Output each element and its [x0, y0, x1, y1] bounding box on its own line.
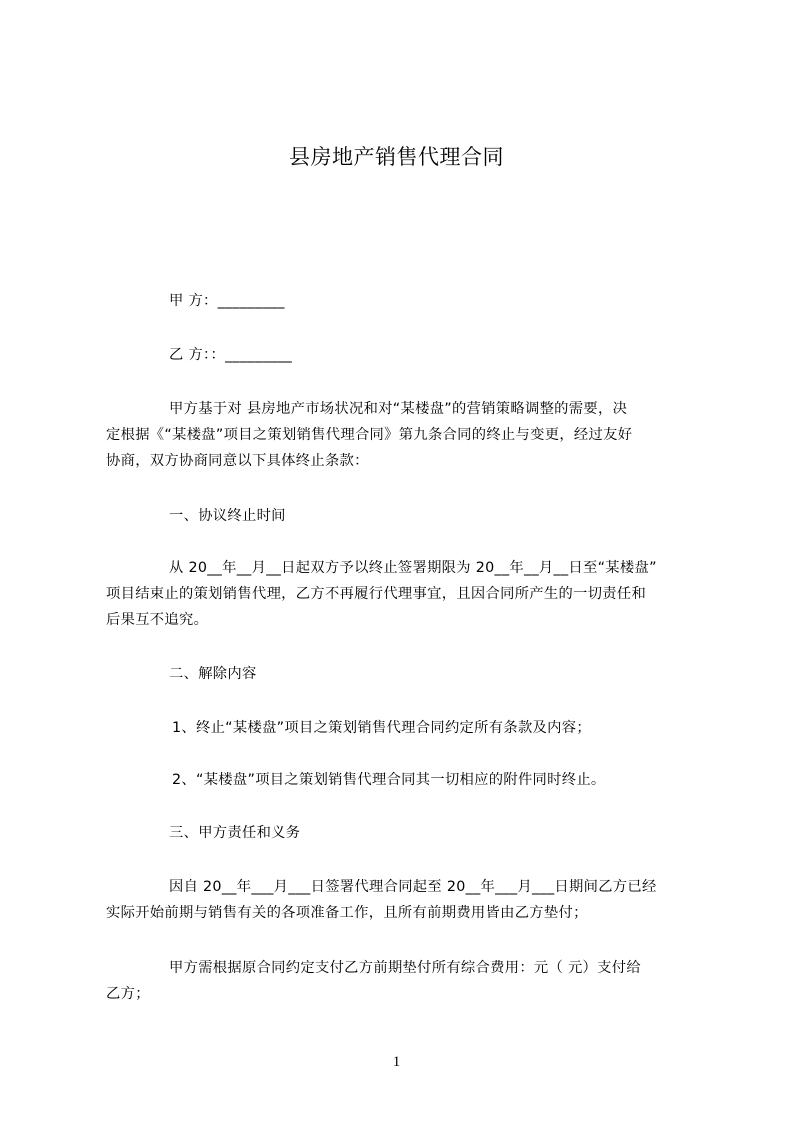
document-title: 县房地产销售代理合同 [289, 145, 504, 169]
text-line: 因自 20__年___月___日签署代理合同起至 20__年___月___日期间乙方已经 [169, 879, 657, 895]
text-line: 实际开始前期与销售有关的各项准备工作，且所有前期费用皆由乙方垫付； [106, 905, 588, 921]
page-number: 1 [392, 1054, 401, 1070]
text-line: 后果互不追究。 [106, 612, 209, 628]
text-line: 定根据《“某楼盘”项目之策划销售代理合同》第九条合同的终止与变更，经过友好 [106, 427, 633, 443]
text-line: 甲方需根据原合同约定支付乙方前期垫付所有综合费用：元（ 元）支付给 [169, 960, 641, 976]
section-1-heading: 一、协议终止时间 [169, 508, 286, 524]
section-2-item-2: 2、“某楼盘”项目之策划销售代理合同其一切相应的附件同时终止。 [172, 772, 606, 788]
text-line: 协商，双方协商同意以下具体终止条款： [106, 453, 369, 469]
text-line: 乙方； [106, 986, 150, 1002]
section-2-heading: 二、解除内容 [169, 666, 257, 682]
party-b-line: 乙 方：：_________ [169, 347, 293, 363]
section-3-heading: 三、甲方责任和义务 [169, 825, 301, 841]
section-3-paragraph-1 [106, 874, 702, 926]
intro-paragraph [106, 396, 702, 474]
party-a-line: 甲 方：_________ [169, 293, 285, 309]
section-3-paragraph-2 [106, 955, 702, 1007]
text-line: 项目结束止的策划销售代理，乙方不再履行代理事宜，且因合同所产生的一切责任和 [106, 586, 647, 602]
section-1-paragraph [106, 555, 702, 633]
text-line: 甲方基于对 县房地产市场状况和对“某楼盘”的营销策略调整的需要，决 [169, 401, 628, 417]
section-2-item-1: 1、终止“某楼盘”项目之策划销售代理合同约定所有条款及内容； [172, 720, 591, 736]
text-line: 从 20__年__月__日起双方予以终止签署期限为 20__年__月__日至“某楼盘” [169, 560, 657, 576]
